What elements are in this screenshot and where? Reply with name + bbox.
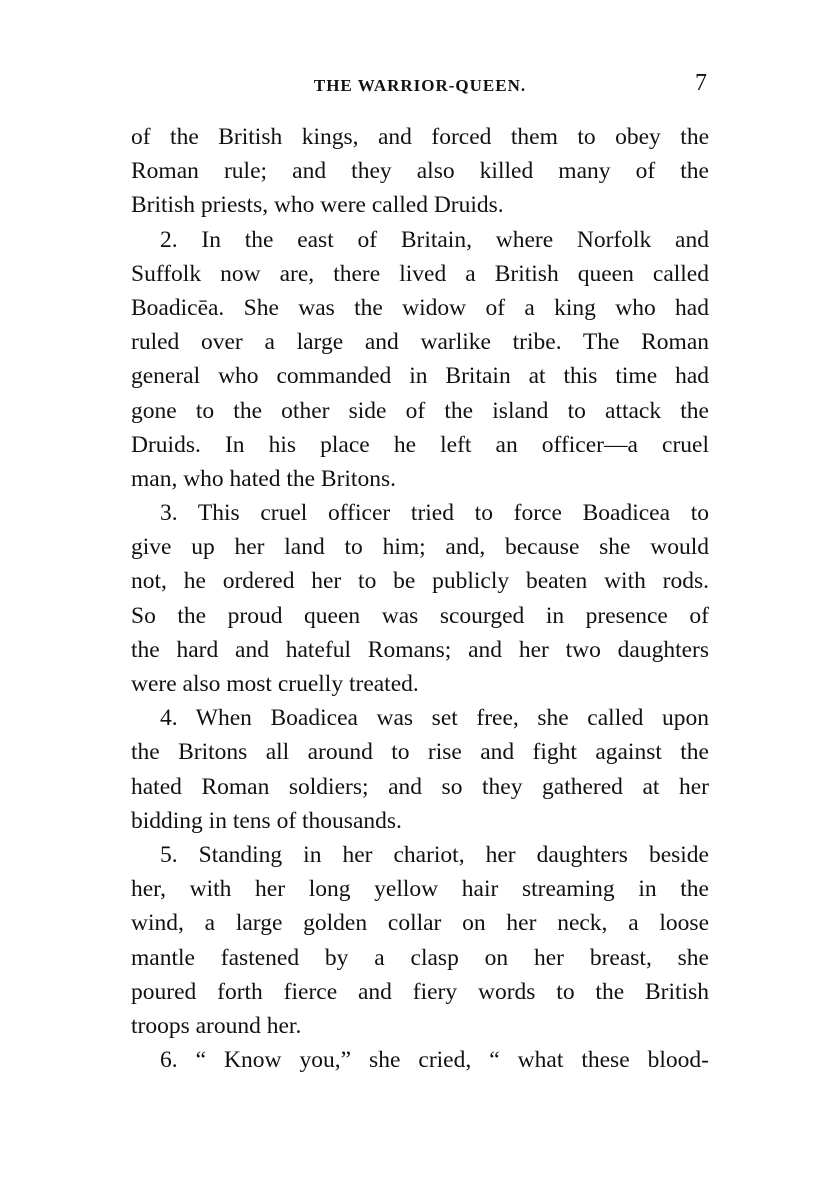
running-title: THE WARRIOR-QUEEN. — [313, 76, 527, 95]
text-segment: British priests, who were called Druids. — [131, 192, 504, 219]
text-segment: the Britons all around to rise and fight against the — [131, 739, 709, 766]
text-segment: and — [651, 226, 709, 253]
text-line — [131, 564, 709, 598]
italic-place-name: Suffolk — [131, 260, 202, 287]
text-line — [131, 804, 709, 838]
bold-proper-name: Boadicēa. — [131, 294, 225, 321]
running-head — [131, 72, 709, 102]
text-line — [131, 1043, 709, 1077]
text-line — [131, 325, 709, 359]
text-segment: give up her land to him; and, because she would — [131, 534, 709, 561]
text-line — [131, 906, 709, 940]
body-text — [131, 120, 709, 1077]
text-line — [131, 667, 709, 701]
text-segment: 4. When Boadicea was set free, she called upon — [160, 705, 709, 732]
text-line — [131, 599, 709, 633]
text-line — [131, 359, 709, 393]
text-segment: were also most cruelly treated. — [131, 671, 419, 697]
text-segment: 5. Standing in her chariot, her daughters beside — [160, 841, 709, 868]
text-line — [131, 120, 709, 154]
text-line — [131, 257, 709, 291]
text-segment: poured forth fierce and fiery words to the British — [131, 978, 709, 1005]
text-line — [131, 496, 709, 530]
text-segment: 2. In the east of Britain, where — [160, 226, 577, 253]
text-segment: Druids. In his place he left an officer—a cruel — [131, 431, 709, 458]
text-line — [131, 633, 709, 667]
text-segment: ruled over a large and warlike tribe. The Roman — [131, 329, 709, 356]
text-line — [131, 872, 709, 906]
text-segment: man, who hated the Britons. — [131, 465, 396, 492]
text-segment: gone to the other side of the island to attack the — [131, 397, 709, 424]
text-segment: the hard and hateful Romans; and her two daughters — [131, 636, 709, 663]
text-line — [131, 223, 709, 257]
text-line — [131, 735, 709, 769]
italic-place-name: Norfolk — [576, 226, 652, 253]
text-segment: not, he ordered her to be publicly beaten with rods. — [131, 568, 709, 595]
text-line — [131, 188, 709, 222]
text-segment: general who commanded in Britain at this time had — [131, 363, 709, 390]
text-line — [131, 838, 709, 872]
text-line — [131, 770, 709, 804]
text-segment: Roman rule; and they also killed many of the — [131, 158, 709, 185]
text-segment: of the British kings, and forced them to obey the — [131, 124, 709, 150]
text-line — [131, 428, 709, 462]
text-segment: 3. This cruel officer tried to force Boadicea to — [160, 500, 709, 527]
text-line — [131, 1009, 709, 1043]
text-segment: now are, there lived a British queen called — [201, 260, 709, 287]
text-line — [131, 975, 709, 1009]
text-segment: 6. “ Know you,” she cried, “ what these blood- — [160, 1047, 709, 1074]
text-line — [131, 291, 709, 325]
text-line — [131, 530, 709, 564]
text-segment: She was the widow of a king who had — [224, 294, 709, 321]
text-segment: So the proud queen was scourged in presence of — [131, 602, 709, 629]
text-line — [131, 941, 709, 975]
text-line — [131, 394, 709, 428]
page-number: 7 — [695, 70, 707, 96]
text-segment: bidding in tens of thousands. — [131, 807, 402, 834]
text-segment: mantle fastened by a clasp on her breast, she — [131, 944, 709, 971]
text-segment: her, with her long yellow hair streaming in the — [131, 876, 709, 903]
text-line — [131, 462, 709, 496]
text-line — [131, 154, 709, 188]
text-segment: troops around her. — [131, 1012, 302, 1039]
text-segment: hated Roman soldiers; and so they gathered at her — [131, 773, 709, 800]
text-line — [131, 701, 709, 735]
text-segment: wind, a large golden collar on her neck, a loose — [131, 910, 709, 937]
